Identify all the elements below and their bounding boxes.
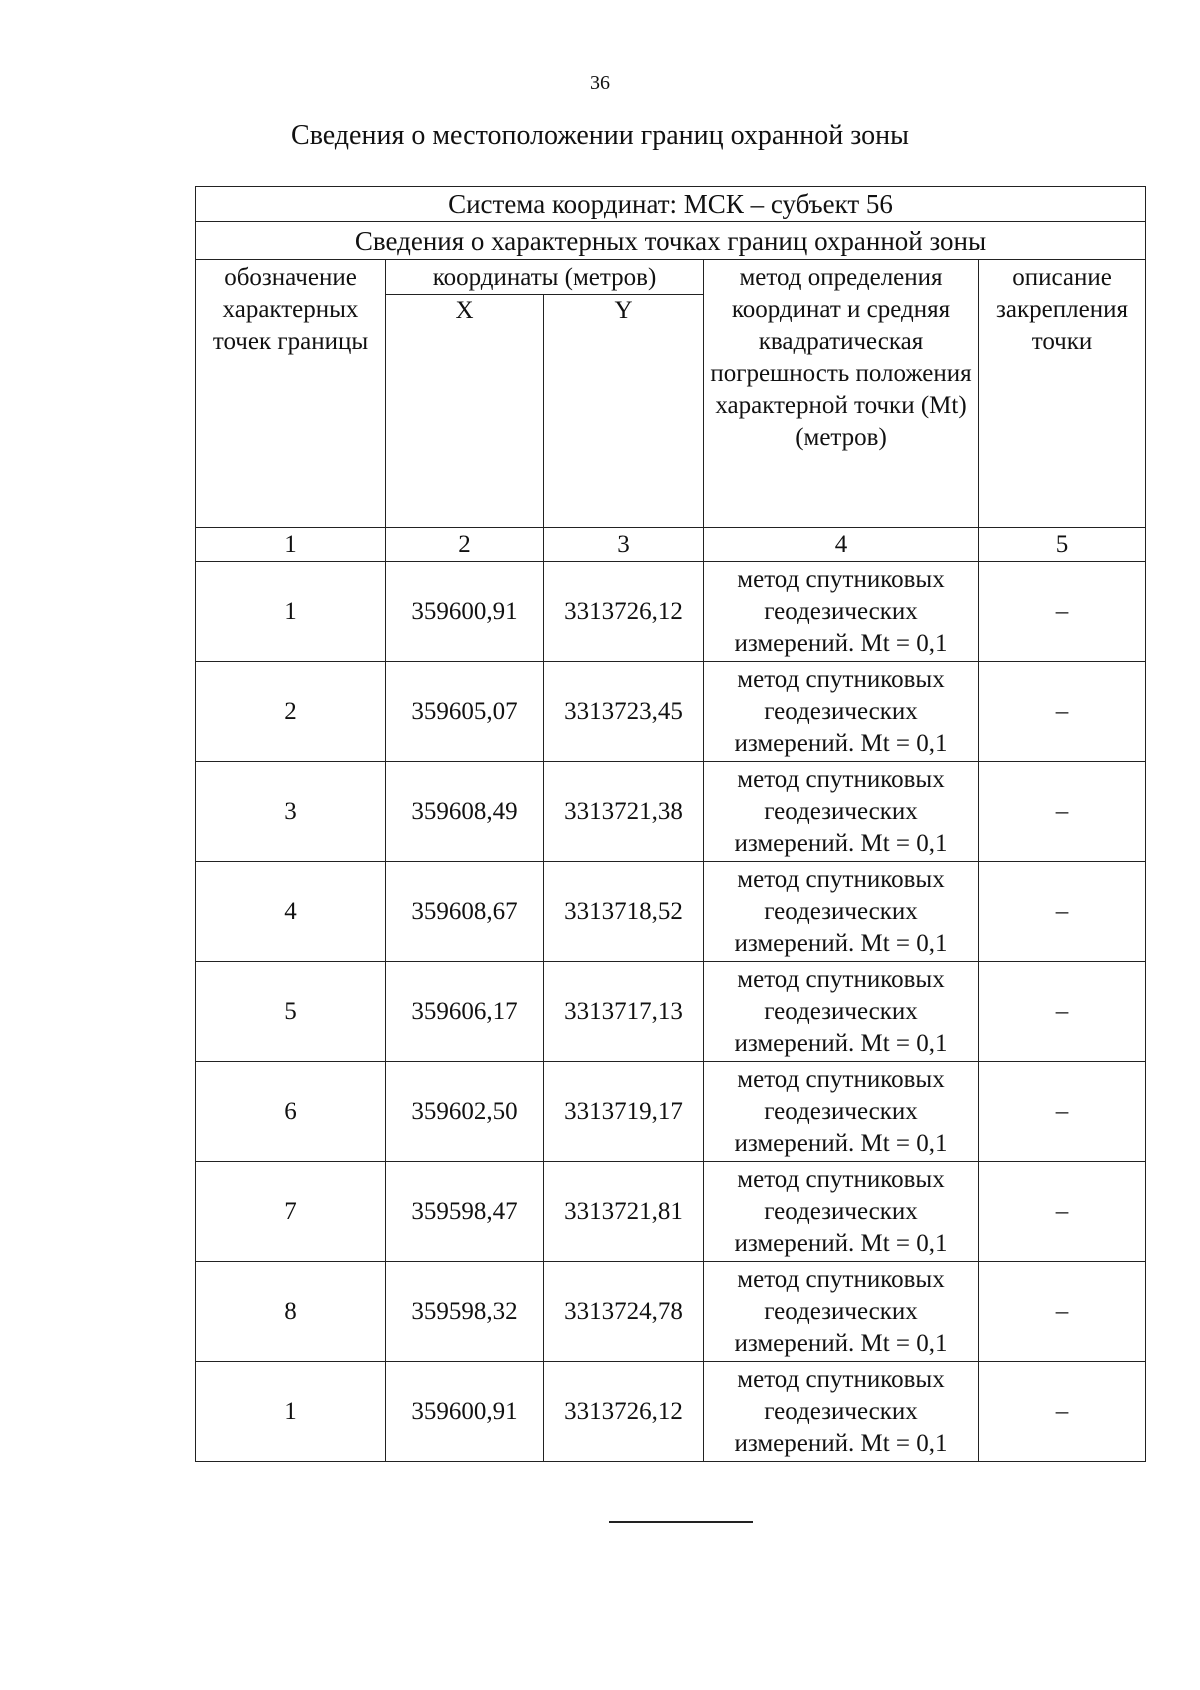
column-number: 4 (704, 528, 979, 562)
boundary-points-table (195, 186, 1146, 1462)
table-row (196, 562, 1146, 662)
coord-y: 3313719,17 (544, 1062, 704, 1162)
table-info-row (196, 222, 1146, 260)
table-row (196, 962, 1146, 1062)
table-row (196, 1262, 1146, 1362)
table-row (196, 1362, 1146, 1462)
coord-y: 3313717,13 (544, 962, 704, 1062)
point-number: 2 (196, 662, 386, 762)
description-cell: – (979, 862, 1146, 962)
description-cell: – (979, 562, 1146, 662)
description-cell: – (979, 962, 1146, 1062)
method-cell: метод спутниковых геодезических измерений. Mt = 0,1 (704, 1062, 979, 1162)
coord-y: 3313726,12 (544, 562, 704, 662)
description-cell: – (979, 1262, 1146, 1362)
point-number: 5 (196, 962, 386, 1062)
table-system-row (196, 187, 1146, 222)
coordinate-system-cell: Система координат: МСК – субъект 56 (196, 187, 1146, 222)
coord-x: 359608,67 (386, 862, 544, 962)
point-number: 1 (196, 1362, 386, 1462)
column-number: 3 (544, 528, 704, 562)
header-point-designation: обозначение характерных точек границы (196, 260, 386, 528)
description-cell: – (979, 662, 1146, 762)
coord-y: 3313724,78 (544, 1262, 704, 1362)
coord-x: 359606,17 (386, 962, 544, 1062)
point-number: 7 (196, 1162, 386, 1262)
point-number: 4 (196, 862, 386, 962)
page-number: 36 (590, 72, 610, 94)
point-number: 8 (196, 1262, 386, 1362)
table-header-row (196, 260, 1146, 295)
coord-y: 3313721,38 (544, 762, 704, 862)
method-cell: метод спутниковых геодезических измерений. Mt = 0,1 (704, 562, 979, 662)
method-cell: метод спутниковых геодезических измерений. Mt = 0,1 (704, 962, 979, 1062)
coord-y: 3313723,45 (544, 662, 704, 762)
method-cell: метод спутниковых геодезических измерений. Mt = 0,1 (704, 1162, 979, 1262)
coord-y: 3313718,52 (544, 862, 704, 962)
coord-x: 359600,91 (386, 1362, 544, 1462)
column-numbers-row (196, 528, 1146, 562)
header-x: X (386, 295, 544, 528)
coord-x: 359602,50 (386, 1062, 544, 1162)
column-number: 5 (979, 528, 1146, 562)
column-number: 1 (196, 528, 386, 562)
table-row (196, 662, 1146, 762)
coord-x: 359605,07 (386, 662, 544, 762)
description-cell: – (979, 1362, 1146, 1462)
coord-y: 3313726,12 (544, 1362, 704, 1462)
header-method: метод определения координат и средняя квадратическая погрешность положения характерной точки (Mt) (метров) (704, 260, 979, 528)
table-row (196, 1062, 1146, 1162)
description-cell: – (979, 1062, 1146, 1162)
table-row (196, 862, 1146, 962)
table-row (196, 1162, 1146, 1262)
point-number: 1 (196, 562, 386, 662)
description-cell: – (979, 762, 1146, 862)
method-cell: метод спутниковых геодезических измерений. Mt = 0,1 (704, 1362, 979, 1462)
coord-x: 359598,32 (386, 1262, 544, 1362)
header-y: Y (544, 295, 704, 528)
method-cell: метод спутниковых геодезических измерений. Mt = 0,1 (704, 1262, 979, 1362)
method-cell: метод спутниковых геодезических измерений. Mt = 0,1 (704, 662, 979, 762)
coord-x: 359600,91 (386, 562, 544, 662)
description-cell: – (979, 1162, 1146, 1262)
coord-y: 3313721,81 (544, 1162, 704, 1262)
coord-x: 359608,49 (386, 762, 544, 862)
table-row (196, 762, 1146, 862)
header-coordinates: координаты (метров) (386, 260, 704, 295)
points-info-cell: Сведения о характерных точках границ охранной зоны (196, 222, 1146, 260)
column-number: 2 (386, 528, 544, 562)
method-cell: метод спутниковых геодезических измерений. Mt = 0,1 (704, 762, 979, 862)
end-divider (609, 1521, 753, 1523)
point-number: 3 (196, 762, 386, 862)
document-title: Сведения о местоположении границ охранной зоны (291, 120, 909, 151)
point-number: 6 (196, 1062, 386, 1162)
coord-x: 359598,47 (386, 1162, 544, 1262)
method-cell: метод спутниковых геодезических измерений. Mt = 0,1 (704, 862, 979, 962)
header-description: описание закрепления точки (979, 260, 1146, 528)
